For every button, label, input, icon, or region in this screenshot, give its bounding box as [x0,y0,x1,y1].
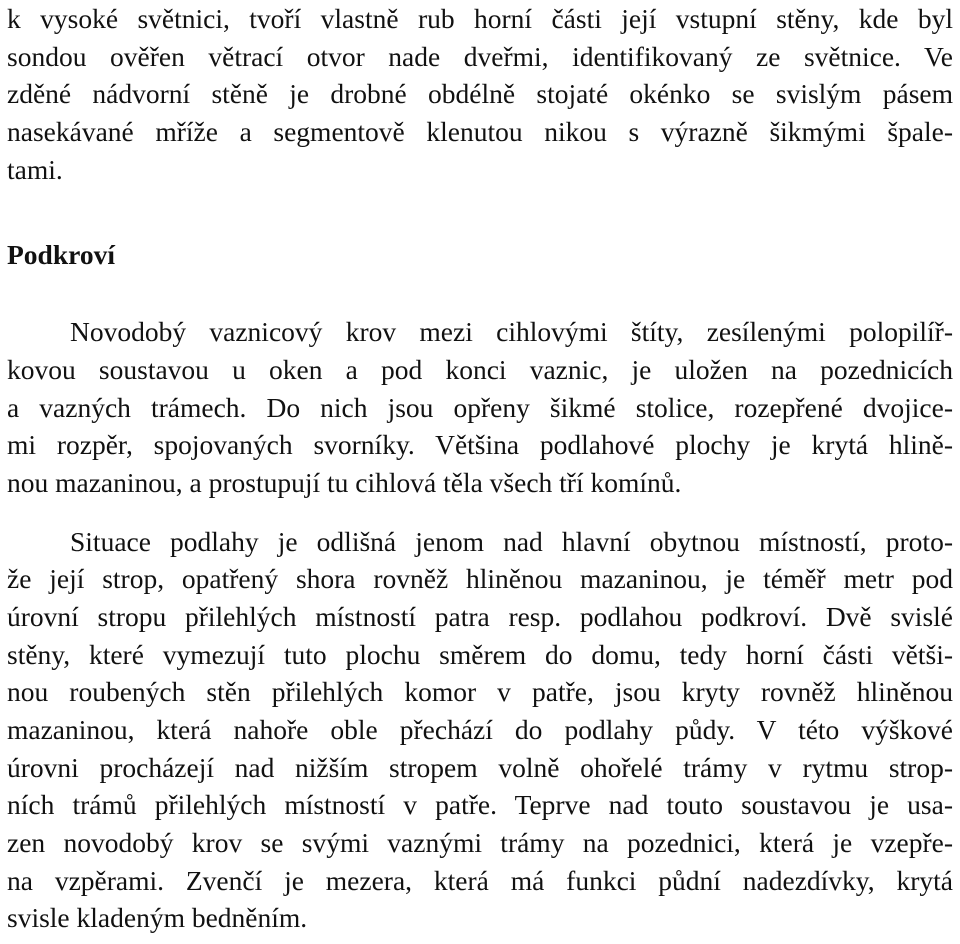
text-line: Novodobý vaznicový krov mezi cihlovými štíty, zesílenými polopilíř- [70,316,953,348]
text-line: že její strop, opatřený shora rovněž hliněnou mazaninou, je téměř metr pod [7,563,953,595]
text-line: úrovni procházejí nad nižším stropem volně ohořelé trámy v rytmu strop- [7,751,953,783]
document-page [7,0,953,937]
text-line: a vazných trámech. Do nich jsou opřeny šikmé stolice, rozepřené dvojice- [7,391,953,423]
text-line: nou mazaninou, a prostupují tu cihlová těla všech tří komínů. [7,466,682,498]
text-line: úrovní stropu přilehlých místností patra resp. podlahou podkroví. Dvě svislé [7,600,953,632]
section-heading: Podkroví [7,239,115,271]
text-line: Situace podlahy je odlišná jenom nad hlavní obytnou místností, proto- [70,525,953,557]
text-line: zen novodobý krov se svými vaznými trámy na pozednici, která je vzepře- [7,827,953,859]
text-line: na vzpěrami. Zvenčí je mezera, která má funkci půdní nadezdívky, krytá [7,864,953,896]
text-line: kovou soustavou u oken a pod konci vaznic, je uložen na pozednicích [7,353,953,385]
text-line: stěny, které vymezují tuto plochu směrem do domu, tedy horní části větši- [7,638,953,670]
body-paragraph [7,523,953,938]
text-line: mazaninou, která nahoře oble přechází do podlahy půdy. V této výškové [7,714,953,745]
text-line: svisle kladeným bedněním. [7,902,308,934]
text-line: tami. [7,153,63,185]
text-line: nasekávané mříže a segmentově klenutou nikou s výrazně šikmými špale- [7,116,953,148]
text-line: nou roubených stěn přilehlých komor v patře, jsou kryty rovněž hliněnou [7,676,953,708]
body-paragraph [7,313,953,501]
text-line: sondou ověřen větrací otvor nade dveřmi, identifikovaný ze světnice. Ve [7,40,953,72]
intro-paragraph [7,0,953,188]
text-line: zděné nádvorní stěně je drobné obdélně stojaté okénko se svislým pásem [7,78,953,110]
text-line: mi rozpěr, spojovaných svorníky. Většina podlahové plochy je krytá hlině- [7,429,953,461]
text-line: k vysoké světnici, tvoří vlastně rub horní části její vstupní stěny, kde byl [7,3,953,34]
text-line: ních trámů přilehlých místností v patře. Teprve nad touto soustavou je usa- [7,789,953,821]
